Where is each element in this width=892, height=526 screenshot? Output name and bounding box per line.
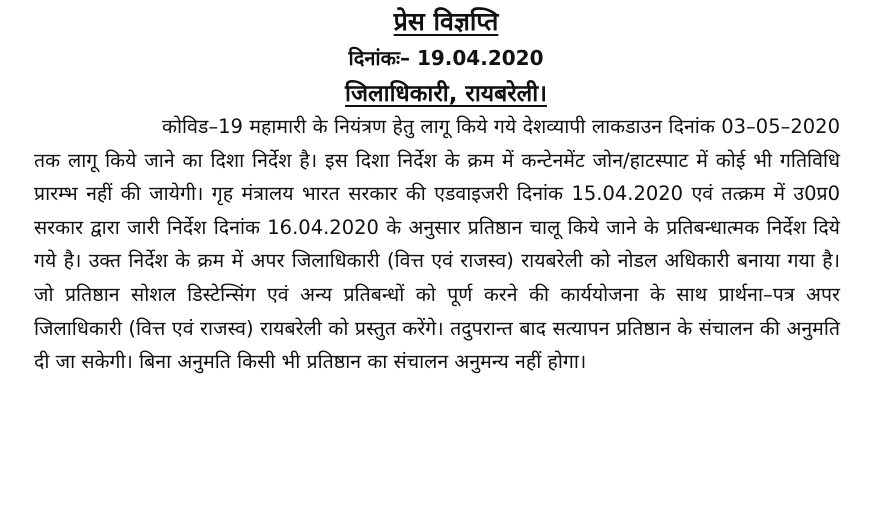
issuing-office: जिलाधिकारी, रायबरेली। — [345, 81, 547, 107]
body-paragraph: कोविड–19 महामारी के नियंत्रण हेतु लागू किये गये देशव्यापी लाकडाउन दिनांक 03–05–2020 तक लागू किये जाने का दिशा निर्देश है। इस दिशा निर्देश के क्रम में कन्टेनमेंट जोन/हाटस्पाट में कोई भी गतिविधि प्रारम्भ नहीं की जायेगी। गृह मंत्रालय भारत सरकार की एडवाइजरी दिनांक 15.04.2020 एवं तत्क्रम में उ0प्र0 सरकार द्वारा जारी निर्देश दिनांक 16.04.2020 के अनुसार प्रतिष्ठान चालू किये जाने के प्रतिबन्धात्मक निर्देश दिये गये है। उक्त निर्देश के क्रम में अपर जिलाधिकारी (वित्त एवं राजस्व) रायबरेली को नोडल अधिकारी बनाया गया है। जो प्रतिष्ठान सोशल डिस्टेन्सिंग एवं अन्य प्रतिबन्धों को पूर्ण करने की कार्ययोजना के साथ प्रार्थना–पत्र अपर जिलाधिकारी (वित्त एवं राजस्व) रायबरेली को प्रस्तुत करेंगे। तदुपरान्त बाद सत्यापन प्रतिष्ठान के संचालन की अनुमति दी जा सकेगी। बिना अनुमति किसी भी प्रतिष्ठान का संचालन अनुमन्य नहीं होगा। — [34, 115, 840, 374]
date-line: दिनांकः– 19.04.2020 — [348, 46, 544, 70]
document-title: प्रेस विज्ञप्ति — [393, 7, 499, 36]
